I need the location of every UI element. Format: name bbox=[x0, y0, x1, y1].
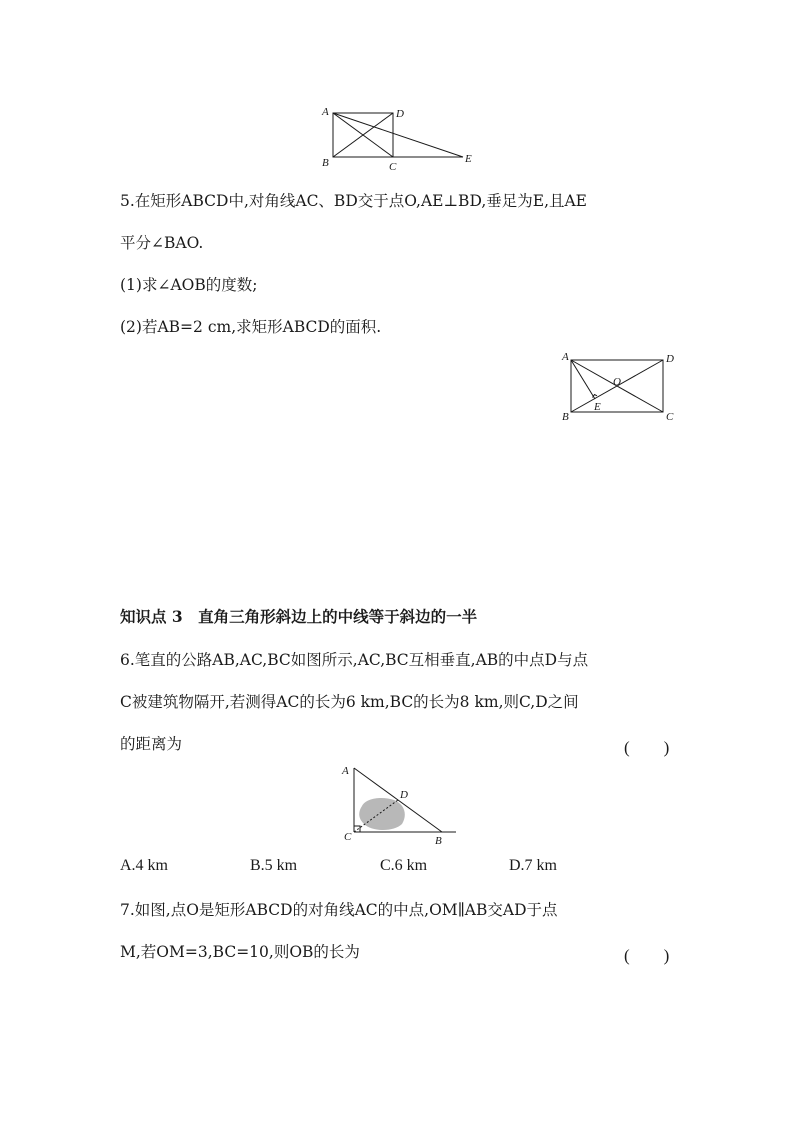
q7-line2: M,若OM=3,BC=10,则OB的长为 bbox=[120, 943, 360, 961]
q5-label-e: E bbox=[594, 401, 601, 413]
label-a: A bbox=[322, 106, 329, 118]
section-heading: 知识点 3 直角三角形斜边上的中线等于斜边的一半 bbox=[120, 607, 478, 626]
q7-line1: 7.如图,点O是矩形ABCD的对角线AC的中点,OM∥AB交AD于点 bbox=[120, 901, 558, 919]
q6-line1: 6.笔直的公路AB,AC,BC如图所示,AC,BC互相垂直,AB的中点D与点 bbox=[120, 651, 589, 669]
q6-choice-d: D.7 km bbox=[509, 857, 557, 874]
figure-rectangle-abcd-extended bbox=[315, 100, 485, 172]
q6-label-a: A bbox=[342, 765, 349, 777]
q5-sub1: (1)求∠AOB的度数; bbox=[120, 276, 258, 294]
q6-choice-a: A.4 km bbox=[120, 857, 168, 874]
label-c: C bbox=[389, 161, 397, 172]
label-b: B bbox=[322, 157, 329, 169]
q7-answer-paren: ( ) bbox=[624, 946, 670, 965]
q5-label-o: O bbox=[613, 376, 621, 388]
q6-label-d: D bbox=[400, 789, 408, 801]
q6-line3: 的距离为 bbox=[120, 735, 183, 753]
q6-answer-paren: ( ) bbox=[624, 738, 670, 757]
q5-line1: 5.在矩形ABCD中,对角线AC、BD交于点O,AE⊥BD,垂足为E,且AE bbox=[120, 192, 587, 210]
q5-sub2: (2)若AB=2 cm,求矩形ABCD的面积. bbox=[120, 318, 382, 336]
figure-q5-rectangle bbox=[558, 348, 683, 426]
label-d: D bbox=[396, 108, 404, 120]
q5-label-d: D bbox=[666, 353, 674, 365]
q6-line2: C被建筑物隔开,若测得AC的长为6 km,BC的长为8 km,则C,D之间 bbox=[120, 693, 579, 711]
q5-label-a: A bbox=[562, 351, 569, 363]
figure-q6-triangle bbox=[338, 760, 458, 848]
q6-label-b: B bbox=[435, 835, 442, 847]
q5-label-b: B bbox=[562, 411, 569, 423]
q6-label-c: C bbox=[344, 831, 352, 843]
q6-choice-c: C.6 km bbox=[380, 857, 428, 874]
label-e: E bbox=[465, 153, 472, 165]
q5-line2: 平分∠BAO. bbox=[120, 234, 204, 252]
q6-choice-b: B.5 km bbox=[250, 857, 298, 874]
q5-label-c: C bbox=[666, 411, 674, 423]
building-blob bbox=[359, 798, 405, 830]
